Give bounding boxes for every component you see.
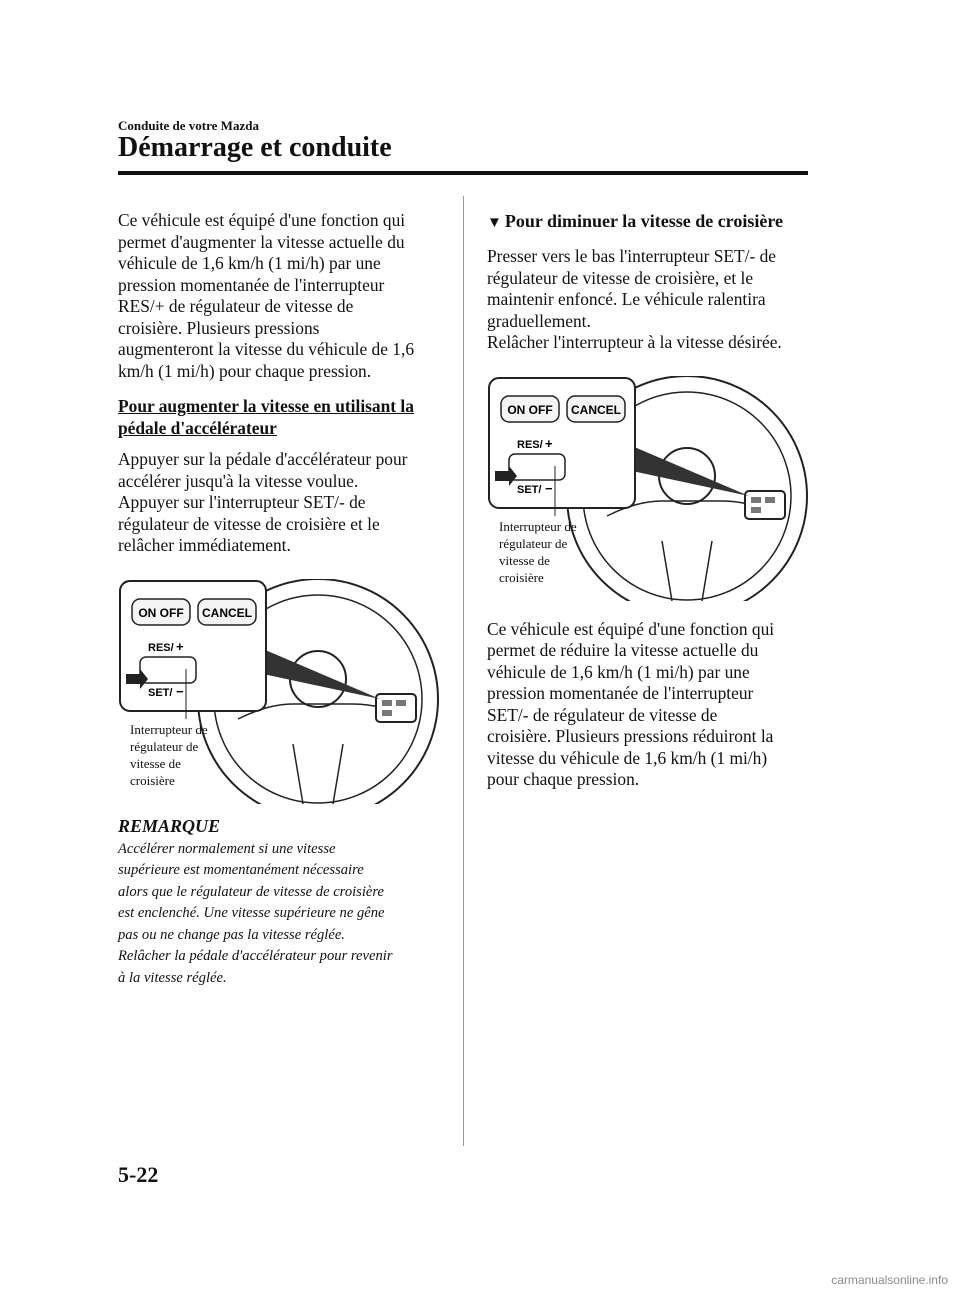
figure-caption: Interrupteur de régulateur de vitesse de croisière <box>499 518 577 585</box>
accelerator-subheading: Pour augmenter la vitesse en utilisant la pédale d'accélérateur <box>118 396 414 438</box>
header-rule <box>118 171 808 175</box>
remarque-text: Accélérer normalement si une vitesse supérieure est momentanément nécessaire alors que le régulateur de vitesse de croisière est enclenché. Une vitesse supérieure ne gêne pas ou ne change pas la vitesse réglée. Relâcher la pédale d'accélérateur pour revenir à la vitesse réglée. <box>118 840 393 986</box>
decrease-heading <box>487 210 812 234</box>
plus-symbol: + <box>176 638 184 654</box>
pointer-line <box>263 649 380 699</box>
set-label: SET/ <box>148 686 173 699</box>
triangle-marker-icon: ▼ <box>487 215 502 231</box>
cruise-switch-figure <box>118 579 443 804</box>
column-divider <box>463 196 464 1146</box>
right-column <box>487 210 812 791</box>
decrease-heading-text: Pour diminuer la vitesse de croisière <box>504 211 783 231</box>
on-off-label: ON OFF <box>507 402 553 417</box>
on-off-label: ON OFF <box>138 605 184 620</box>
watermark: carmanualsonline.info <box>831 1273 948 1287</box>
decrease-paragraph: Presser vers le bas l'interrupteur SET/- de régulateur de vitesse de croisière, et le maintenir enfoncé. Le véhicule ralentira graduellement. Relâcher l'interrupteur à la vitesse désirée. <box>487 246 782 352</box>
res-label: RES/ <box>517 438 543 451</box>
intro-paragraph: Ce véhicule est équipé d'une fonction qui permet d'augmenter la vitesse actuelle du véhicule de 1,6 km/h (1 mi/h) par une pression momentanée de l'interrupteur RES/+ de régulateur de vitesse de croisière. Plusieurs pressions augmenteront la vitesse du véhicule de 1,6 km/h (1 mi/h) pour chaque pression. <box>118 210 415 381</box>
cruise-switch-figure-2 <box>487 376 812 601</box>
set-label: SET/ <box>517 483 542 496</box>
remarque-title: REMARQUE <box>118 815 221 836</box>
page-number: 5-22 <box>118 1162 159 1187</box>
plus-symbol: + <box>545 435 553 451</box>
pointer-line <box>632 446 749 496</box>
res-label: RES/ <box>148 641 174 654</box>
cancel-label: CANCEL <box>202 605 252 620</box>
minus-symbol: − <box>545 480 553 496</box>
res-set-switch <box>509 454 565 480</box>
reduce-paragraph: Ce véhicule est équipé d'une fonction qui permet de réduire la vitesse actuelle du véhicule de 1,6 km/h (1 mi/h) par une pression momentanée de l'interrupteur SET/- de régulateur de vitesse de croisière. Plusieurs pressions réduiront la vitesse du véhicule de 1,6 km/h (1 mi/h) pour chaque pression. <box>487 618 775 789</box>
figure-caption: Interrupteur de régulateur de vitesse de croisière <box>130 721 208 788</box>
res-set-switch <box>140 657 196 683</box>
section-label: Conduite de votre Mazda <box>118 118 259 133</box>
chapter-title: Démarrage et conduite <box>118 132 392 163</box>
minus-symbol: − <box>176 683 184 699</box>
accelerator-paragraph: Appuyer sur la pédale d'accélérateur pour accélérer jusqu'à la vitesse voulue. Appuyer sur l'interrupteur SET/- de régulateur de vitesse de croisière et le relâcher immédiatement. <box>118 449 408 555</box>
left-column <box>118 210 443 989</box>
cancel-label: CANCEL <box>571 402 621 417</box>
